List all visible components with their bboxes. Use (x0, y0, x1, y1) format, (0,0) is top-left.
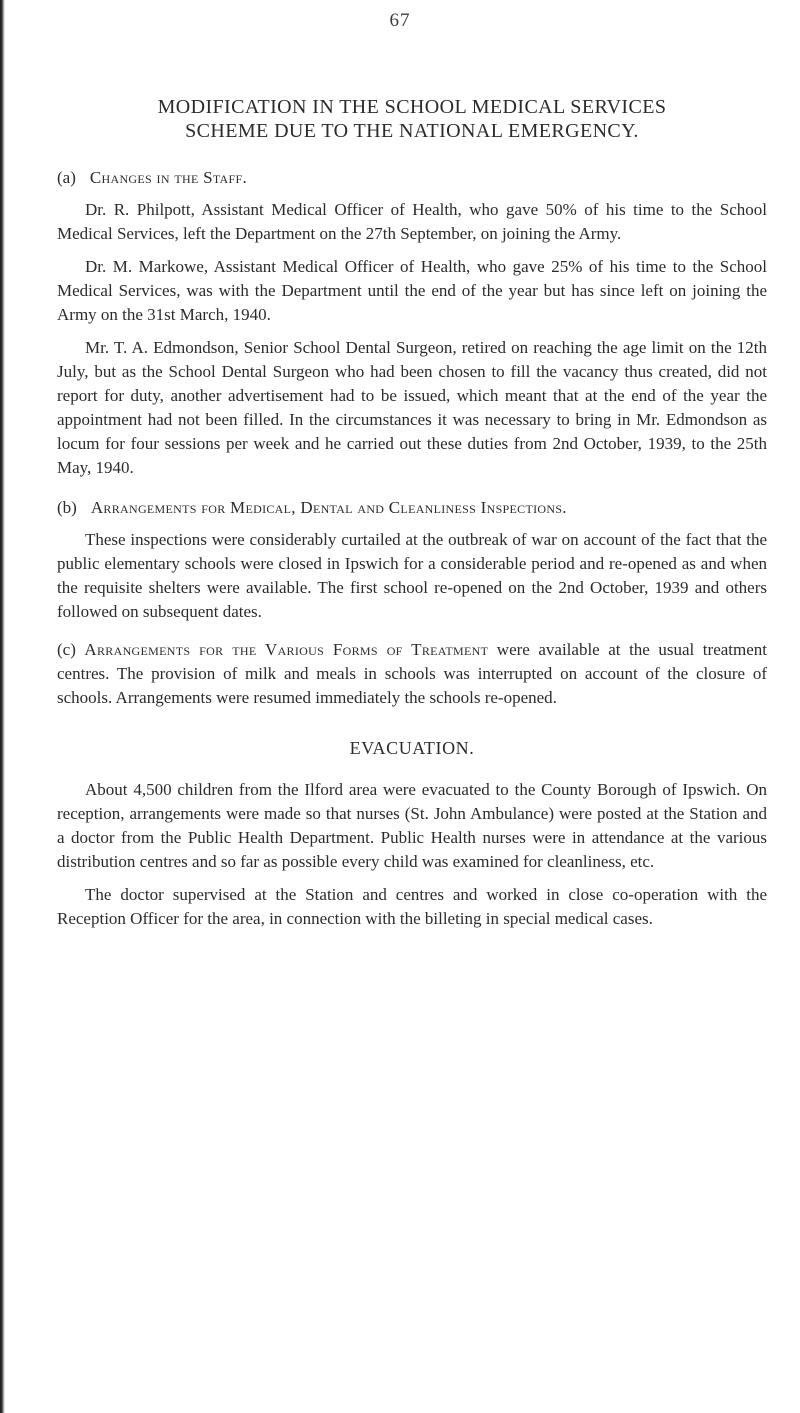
section-evacuation (57, 778, 767, 931)
section-b-title: Arrangements for Medical, Dental and Cleanliness Inspections. (90, 498, 567, 517)
title-line-1: MODIFICATION IN THE SCHOOL MEDICAL SERVICES (157, 96, 667, 118)
section-b-heading (57, 496, 767, 520)
paragraph-edmondson: Mr. T. A. Edmondson, Senior School Dental Surgeon, retired on reaching the age limit on the 12th July, but as the School Dental Surgeon who had been chosen to fill the vacancy thus created, did not report for duty, another advertisement had to be issued, which meant that at the end of the year the appointment had not been filled. In the circumstances it was necessary to bring in Mr. Edmondson as locum for four sessions per week and he carried out these duties from 2nd October, 1939, to the 25th May, 1940. (57, 338, 767, 477)
section-c-text: were available at the usual treatment centres. The provision of milk and meals in schools was interrupted on account of the closure of schools. Arrangements were resumed immediately the schools re-opened. (57, 640, 767, 707)
paragraph-evacuation-doctor: The doctor supervised at the Station and centres and worked in close co-operation with the Reception Officer for the area, in connection with the billeting in special medical cases. (57, 885, 767, 928)
page-binding-edge (0, 0, 5, 1413)
paragraph-treatment (57, 638, 767, 710)
section-c-treatment (57, 638, 767, 710)
section-a-staff-changes (57, 166, 767, 480)
paragraph-philpott: Dr. R. Philpott, Assistant Medical Officer of Health, who gave 50% of his time to the School Medical Services, left the Department on the 27th September, on joining the Army. (57, 200, 767, 243)
section-b-inspections (57, 496, 767, 624)
section-b-label: (b) (57, 498, 77, 517)
section-c-title: Arrangements for the Various Forms of Treatment (84, 640, 489, 659)
paragraph-inspections: These inspections were considerably curtailed at the outbreak of war on account of the fact that the public elementary schools were closed in Ipswich for a considerable period and re-opened as and when the requisite shelters were available. The first school re-opened on the 2nd October, 1939 and others followed on subsequent dates. (57, 530, 767, 621)
section-a-title: Changes in the Staff. (89, 168, 248, 187)
paragraph-evacuation-reception: About 4,500 children from the Ilford area were evacuated to the County Borough of Ipswich. On reception, arrangements were made so that nurses (St. John Ambulance) were posted at the Station and a doctor from the Public Health Department. Public Health nurses were in attendance at the various distribution centres and so far as possible every child was examined for cleanliness, etc. (57, 780, 767, 871)
evacuation-heading: EVACUATION. (349, 738, 475, 758)
section-c-label: (c) (57, 640, 76, 659)
section-a-label: (a) (57, 168, 76, 187)
paragraph-markowe: Dr. M. Markowe, Assistant Medical Officer of Health, who gave 25% of his time to the School Medical Services, was with the Department until the end of the year but has since left on joining the Army on the 31st March, 1940. (57, 257, 767, 324)
page-number: 67 (389, 10, 411, 31)
section-a-heading (57, 166, 767, 190)
title-line-2: SCHEME DUE TO THE NATIONAL EMERGENCY. (185, 120, 639, 142)
document-title (57, 95, 767, 143)
document-body (57, 95, 767, 940)
